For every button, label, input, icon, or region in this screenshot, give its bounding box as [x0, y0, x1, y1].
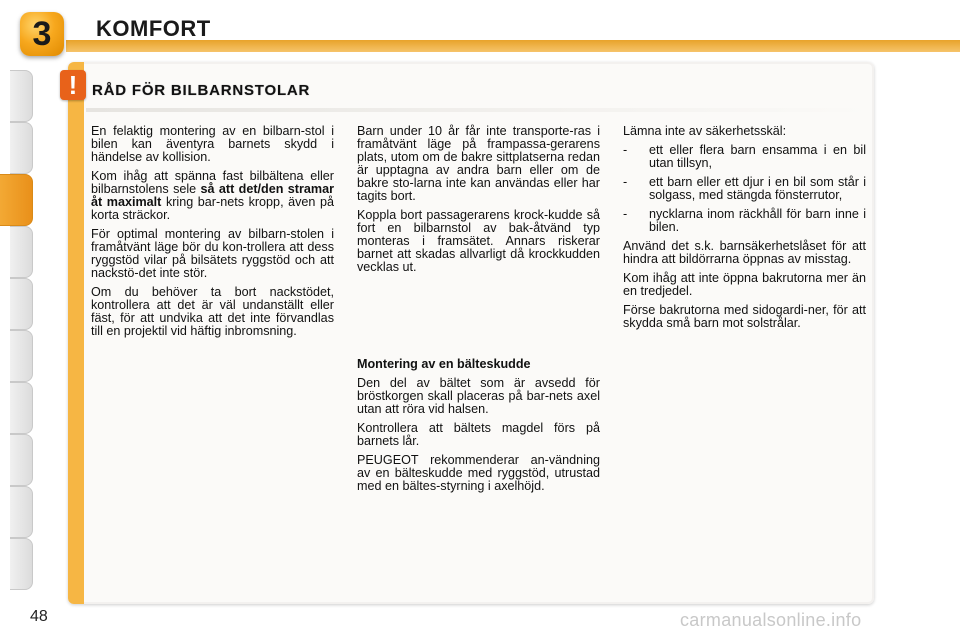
chapter-tab-5[interactable] — [10, 278, 33, 330]
section-title: RÅD FÖR BILBARNSTOLAR — [92, 82, 311, 99]
paragraph: PEUGEOT rekommenderar an-vändning av en bälteskudde med ryggstöd, utrustad med en bältes-styrning i axelhöjd. — [357, 453, 600, 493]
paragraph: Kom ihåg att inte öppna bakrutorna mer än en tredjedel. — [623, 271, 866, 298]
list-item: - ett barn eller ett djur i en bil som står i solgass, med stängda fönsterrutor, — [623, 175, 866, 202]
paragraph: Om du behöver ta bort nackstödet, kontrollera att det är väl undanställt eller fäst, för att undvika att det inte förvandlas till en projektil vid häftig inbromsning. — [91, 285, 334, 338]
watermark: carmanualsonline.info — [680, 610, 862, 630]
subheading: Montering av en bälteskudde — [357, 357, 531, 371]
column-2-lower — [357, 358, 600, 499]
chapter-tab-8[interactable] — [10, 434, 33, 486]
paragraph: Barn under 10 år får inte transporte-ras i framåtvänt läge på frampassa-gerarens plats, utom om de bakre sittplatserna redan är upptagna av andra barn eller om de bakre sto-larna inte kan användas eller har tagits bort. — [357, 124, 600, 203]
list-item: - ett eller flera barn ensamma i en bil utan tillsyn, — [623, 143, 866, 170]
paragraph: Koppla bort passagerarens krock-kudde så fort en bilbarnstol av bak-åtvänd typ monteras i framsätet. Annars riskerar barnet att skadas allvarligt då krockkudden vecklas ut. — [357, 208, 600, 274]
paragraph: Förse bakrutorna med sidogardi-ner, för att skydda små barn mot solstrålar. — [623, 303, 866, 330]
paragraph: Lämna inte av säkerhetsskäl: — [623, 124, 787, 138]
chapter-tab-10[interactable] — [10, 538, 33, 590]
column-3 — [623, 125, 866, 336]
column-1 — [91, 125, 334, 344]
list-item: - nycklarna inom räckhåll för barn inne i bilen. — [623, 207, 866, 234]
chapter-tab-2[interactable] — [10, 122, 33, 174]
column-2 — [357, 125, 600, 280]
chapter-number: 3 — [32, 14, 52, 53]
chapter-number-badge — [20, 12, 64, 56]
chapter-tab-6[interactable] — [10, 330, 33, 382]
chapter-tab-7[interactable] — [10, 382, 33, 434]
chapter-tab-9[interactable] — [10, 486, 33, 538]
paragraph: En felaktig montering av en bilbarn-stol i bilen kan äventyra barnets skydd i händelse av kollision. — [91, 124, 334, 164]
chapter-tab-1[interactable] — [10, 70, 33, 122]
title-divider — [86, 108, 872, 112]
page-number: 48 — [30, 608, 48, 625]
emphasis-text: så att det/den stramar åt maximalt — [91, 182, 334, 209]
paragraph: Använd det s.k. barnsäkerhetslåset för att hindra att bildörrarna öppnas av misstag. — [623, 239, 866, 266]
chapter-tab-4[interactable] — [10, 226, 33, 278]
paragraph: Kom ihåg att spänna fast bilbältena eller bilbarnstolens sele så att det/den stramar åt maximalt kring bar-nets kropp, även på korta sträckor. — [91, 169, 335, 222]
page-title: KOMFORT — [96, 16, 211, 41]
paragraph: För optimal montering av bilbarn-stolen i framåtvänt läge bör du kon-trollera att dess ryggstöd vilar på bilsätets ryggstöd och att nackstö-det inte stör. — [91, 227, 334, 280]
chapter-tab-3-active[interactable] — [0, 174, 33, 226]
paragraph: Kontrollera att bältets magdel förs på barnets lår. — [357, 421, 600, 448]
paragraph: Den del av bältet som är avsedd för bröstkorgen skall placeras på bar-nets axel utan att röra vid halsen. — [357, 376, 600, 416]
warning-icon: ! — [60, 70, 86, 100]
